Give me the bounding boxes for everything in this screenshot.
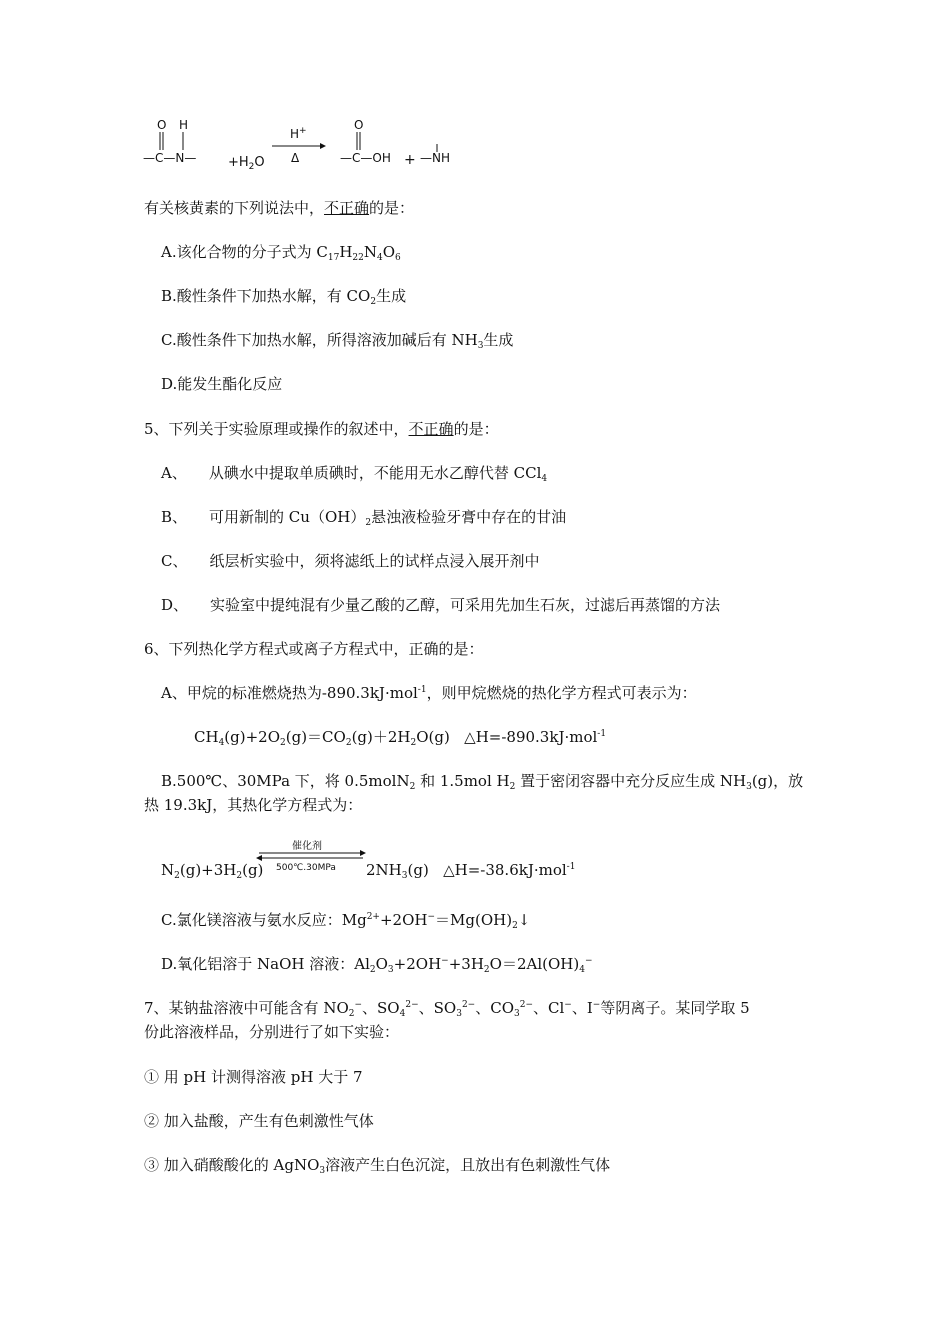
q6-stem: 6、下列热化学方程式或离子方程式中，正确的是： — [144, 640, 484, 658]
carboxylic-acid-label: —C—OH — [340, 151, 391, 165]
q5-option-b[interactable]: B、 可用新制的 $Cu(OH)_2$悬浊液检验牙膏中存在的甘油 — [161, 508, 567, 528]
q7-experiment-3: ③ 加入硝酸酸化的 AgNO$_3$溶液产生白色沉淀，且放出有色刺激性气体 — [144, 1156, 611, 1176]
acid-oxygen-label: O — [354, 118, 364, 132]
q6-option-a-equation: $CH_4(g)+2O_2(g)=CO_2(g)+2H_2O(g)$ △H=-890.3kJ·mol$^{-1}$ — [194, 728, 607, 748]
q5-option-a[interactable]: A、 从碘水中提取单质碘时，不能用无水乙醇代替 CCl$_4$ — [161, 464, 548, 484]
q4-option-a[interactable]: A.该化合物的分子式为 $C_{17}H_{22}N_4O_6$ — [161, 243, 401, 263]
q6-option-b-line2: 热 19.3kJ，其热化学方程式为： — [144, 796, 363, 814]
amine-label: —NH — [420, 151, 450, 165]
arrow-catalyst-label: 催化剂 — [292, 841, 322, 852]
q7-stem-line1: 7、某钠盐溶液中可能含有 $NO_2^-$、$SO_4^{2-}$、$SO_3^{2-}$、$CO_3^{2-}$、Cl−、I−等阴离子。某同学取 5 — [144, 999, 750, 1019]
q6-option-b-equation-product: $2NH_3(g)$ △H=-38.6kJ·mol$^{-1}$ — [366, 861, 576, 881]
heat-symbol-label: Δ — [291, 151, 300, 165]
q6-option-d[interactable]: D.氧化铝溶于 NaOH 溶液：$Al_2O_3+2OH^-+3H_2O=2Al(OH)_4^-$ — [161, 955, 593, 975]
q4-option-c[interactable]: C.酸性条件下加热水解，所得溶液加碱后有 $NH_3$生成 — [161, 331, 514, 351]
q7-experiment-2: ② 加入盐酸，产生有色刺激性气体 — [144, 1112, 374, 1130]
q6-option-c[interactable]: C.氯化镁溶液与氨水反应：$Mg^{2+}+2OH^-=Mg(OH)_2↓$ — [161, 911, 531, 931]
q4-option-d[interactable]: D.能发生酯化反应 — [161, 375, 283, 393]
forward-arrowhead — [360, 850, 366, 856]
catalyst-acid-label: H+ — [290, 126, 307, 141]
q6-option-a[interactable]: A、甲烷的标准燃烧热为-890.3kJ·mol$^{-1}$，则甲烷燃烧的热化学方程式可表示为： — [161, 684, 697, 702]
q4-stem: 有关核黄素的下列说法中，不正确的是： — [144, 199, 415, 217]
reaction-diagram — [140, 116, 480, 172]
hydrolysis-reaction-scheme — [140, 116, 480, 172]
q6-option-b-equation: $N_2(g)+3H_2(g)$ — [161, 861, 264, 881]
q5-option-d[interactable]: D、 实验室中提纯混有少量乙酸的乙醇，可采用先加生石灰，过滤后再蒸馏的方法 — [161, 596, 721, 614]
q5-underlined: 不正确 — [408, 420, 454, 438]
reaction-arrowhead — [320, 143, 326, 149]
q6-option-b-line1[interactable]: B.500℃、30MPa 下，将 0.5molN$_2$ 和 1.5mol $H_2$ 置于密闭容器中充分反应生成 $NH_3(g)$，放 — [161, 772, 804, 792]
q4-underlined: 不正确 — [324, 199, 370, 217]
amide-oxygen-label: O — [157, 118, 167, 132]
q5-option-c[interactable]: C、 纸层析实验中，须将滤纸上的试样点浸入展开剂中 — [161, 552, 540, 570]
products-plus-label: + — [404, 152, 416, 168]
q7-experiment-1: ① 用 pH 计测得溶液 pH 大于 7 — [144, 1068, 363, 1086]
q5-stem: 5、下列关于实验原理或操作的叙述中，不正确的是： — [144, 420, 499, 438]
reversible-arrow — [256, 840, 366, 876]
amide-chain-label: —C—N— — [143, 151, 197, 165]
q7-stem-line2: 份此溶液样品，分别进行了如下实验： — [144, 1023, 400, 1041]
arrow-conditions-label: 500℃.30MPa — [276, 863, 336, 873]
amide-hydrogen-label: H — [179, 118, 189, 132]
q4-option-b[interactable]: B.酸性条件下加热水解，有 $CO_2$生成 — [161, 287, 407, 307]
reverse-arrowhead — [256, 855, 262, 861]
water-plus-label: $+H_2O$ — [228, 155, 265, 172]
